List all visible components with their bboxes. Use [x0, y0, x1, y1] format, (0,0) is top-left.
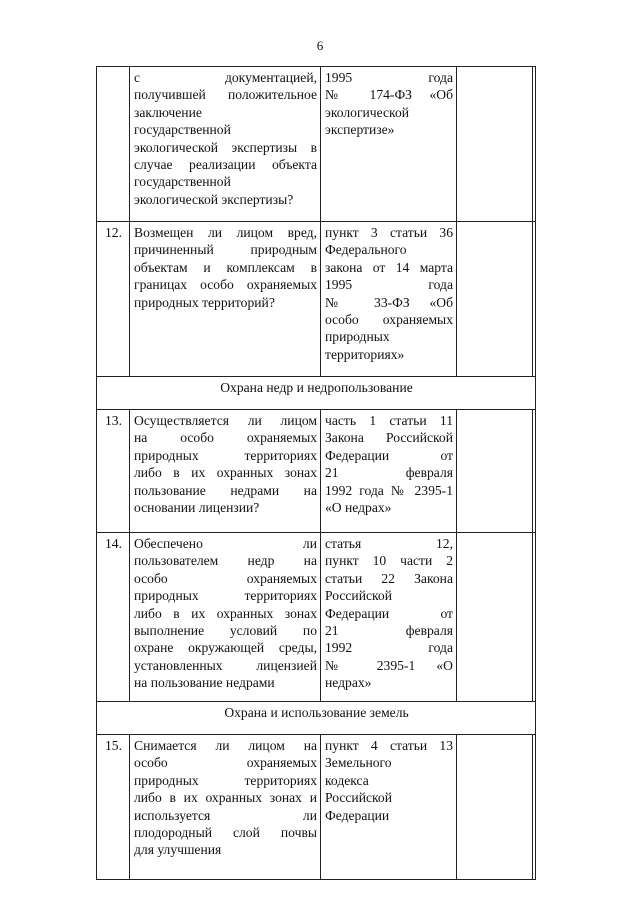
question-line: экологической экспертизы? [134, 191, 294, 207]
reference-line: 21 февраля [325, 465, 453, 481]
legal-reference-cell [321, 410, 457, 533]
reference-line: 1992 года № 2395-1 [325, 482, 453, 498]
question-cell [130, 222, 321, 377]
question-line: экологической экспертизы в [134, 139, 317, 155]
answer-cell [457, 533, 533, 702]
question-cell [130, 533, 321, 702]
reference-line: закона от 14 марта [325, 259, 453, 275]
legal-reference-cell [321, 222, 457, 377]
table-body [97, 67, 536, 880]
section-title: Охрана и использование земель [97, 702, 536, 735]
question-line: плодородный слой почвы [134, 825, 317, 841]
question-line: природных территориях [134, 447, 317, 463]
answer-cell [457, 410, 533, 533]
question-line: причиненный природным [134, 242, 317, 258]
reference-line: пункт 3 статьи 36 [325, 225, 453, 240]
question-line: основании лицензии? [134, 500, 260, 516]
question-line: для улучшения [134, 842, 222, 858]
question-line: либо в их охранных зонах [134, 605, 317, 621]
question-line: используется ли [134, 807, 317, 823]
reference-line: экологической [325, 104, 410, 120]
reference-line: 1992 года [325, 640, 453, 656]
question-line: границах особо охраняемых [134, 277, 317, 293]
note-cell [533, 533, 536, 702]
question-line: природных территориях [134, 588, 317, 604]
table-row [97, 410, 536, 533]
question-line: объектам и комплексам в [134, 259, 317, 275]
question-line: на особо охраняемых [134, 430, 317, 446]
question-line: на пользование недрами [134, 675, 275, 691]
question-cell [130, 735, 321, 880]
question-line: пользователем недр на [134, 553, 317, 569]
legal-reference-cell [321, 735, 457, 880]
note-cell [533, 735, 536, 880]
reference-line: 1995 года [325, 70, 453, 85]
question-line: случае реализации объекта [134, 157, 317, 173]
reference-line: Федерации от [325, 447, 453, 463]
question-line: установленных лицензией [134, 657, 317, 673]
question-line: государственной [134, 174, 231, 190]
reference-line: № 33-ФЗ «Об [325, 294, 453, 310]
table-row [97, 222, 536, 377]
reference-line: статья 12, [325, 536, 453, 551]
reference-line: пункт 4 статьи 13 [325, 738, 453, 753]
reference-line: Земельного [325, 755, 392, 771]
note-cell [533, 410, 536, 533]
question-line: выполнение условий по [134, 623, 317, 639]
page-number: 6 [316, 38, 324, 53]
table-row [97, 533, 536, 702]
reference-line: Российской [325, 588, 392, 604]
reference-line: экспертизе» [325, 122, 395, 138]
question-line: природных территориях [134, 772, 317, 788]
reference-line: Федерации [325, 807, 390, 823]
item-number: 14. [97, 533, 130, 702]
note-cell [533, 222, 536, 377]
question-line: Осуществляется ли лицом [134, 413, 317, 428]
question-line: получившей положительное [134, 87, 317, 103]
question-line: природных территорий? [134, 294, 275, 310]
note-cell [533, 67, 536, 222]
question-line: либо в их охранных зонах и [134, 790, 317, 806]
question-line: Обеспечено ли [134, 536, 317, 551]
section-row [97, 377, 536, 410]
reference-line: «О недрах» [325, 500, 392, 516]
section-row [97, 702, 536, 735]
reference-line: часть 1 статьи 11 [325, 413, 453, 428]
checklist-table [96, 66, 536, 880]
reference-line: кодекса [325, 772, 369, 788]
question-line: государственной [134, 122, 231, 138]
question-line: либо в их охранных зонах [134, 465, 317, 481]
question-line: пользование недрами на [134, 482, 317, 498]
question-line: заключение [134, 104, 202, 120]
table-row [97, 735, 536, 880]
reference-line: Закона Российской [325, 430, 453, 446]
reference-line: недрах» [325, 675, 372, 691]
answer-cell [457, 67, 533, 222]
question-line: особо охраняемых [134, 570, 317, 586]
legal-reference-cell [321, 67, 457, 222]
reference-line: пункт 10 части 2 [325, 553, 453, 569]
question-line: особо охраняемых [134, 755, 317, 771]
question-cell [130, 410, 321, 533]
item-number [97, 67, 130, 222]
question-line: Снимается ли лицом на [134, 738, 317, 753]
reference-line: № 2395-1 «О [325, 657, 453, 673]
reference-line: природных [325, 329, 390, 345]
item-number: 15. [97, 735, 130, 880]
reference-line: территориях» [325, 346, 405, 362]
table-row [97, 67, 536, 222]
reference-line: особо охраняемых [325, 312, 453, 328]
item-number: 13. [97, 410, 130, 533]
question-cell [130, 67, 321, 222]
section-title: Охрана недр и недропользование [97, 377, 536, 410]
answer-cell [457, 735, 533, 880]
reference-line: Российской [325, 790, 392, 806]
reference-line: Федерации от [325, 605, 453, 621]
answer-cell [457, 222, 533, 377]
reference-line: 1995 года [325, 277, 453, 293]
reference-line: статьи 22 Закона [325, 570, 453, 586]
reference-line: 21 февраля [325, 623, 453, 639]
item-number: 12. [97, 222, 130, 377]
legal-reference-cell [321, 533, 457, 702]
reference-line: Федерального [325, 242, 407, 258]
question-line: охране окружающей среды, [134, 640, 317, 656]
reference-line: № 174-ФЗ «Об [325, 87, 453, 103]
question-line: с документацией, [134, 70, 317, 85]
question-line: Возмещен ли лицом вред, [134, 225, 317, 240]
